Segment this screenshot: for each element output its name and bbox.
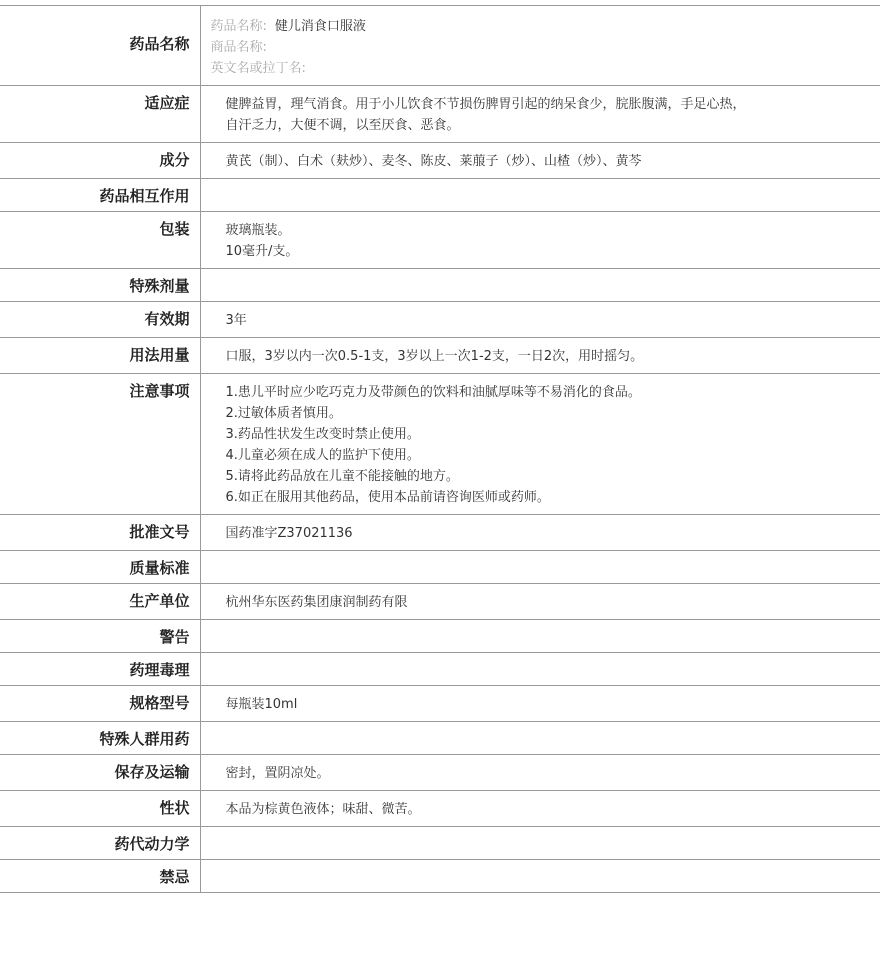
- pharmacology-header: 药理毒理: [0, 653, 200, 686]
- warning-header: 警告: [0, 620, 200, 653]
- row-storage: [0, 755, 880, 791]
- precaution-item: 1.患儿平时应少吃巧克力及带颜色的饮料和油腻厚味等不易消化的食品。: [225, 385, 641, 400]
- warning-value: [200, 620, 880, 653]
- row-approval: [0, 515, 880, 551]
- package-value: [200, 212, 880, 269]
- usage-header: 用法用量: [0, 338, 200, 374]
- special-groups-header: 特殊人群用药: [0, 722, 200, 755]
- row-warning: [0, 620, 880, 653]
- trade-name-line: [211, 37, 873, 58]
- precaution-item: 4.儿童必须在成人的监护下使用。: [225, 448, 420, 463]
- pharmacology-value: [200, 653, 880, 686]
- manufacturer-header: 生产单位: [0, 584, 200, 620]
- pharmacokinetics-header: 药代动力学: [0, 827, 200, 860]
- row-usage: [0, 338, 880, 374]
- precaution-item: 3.药品性状发生改变时禁止使用。: [225, 427, 420, 442]
- english-name-label: 英文名或拉丁名:: [210, 61, 306, 76]
- special-dosage-value: [200, 269, 880, 302]
- package-line: 玻璃瓶装。: [225, 223, 291, 238]
- row-package: [0, 212, 880, 269]
- row-quality: [0, 551, 880, 584]
- row-special-groups: [0, 722, 880, 755]
- usage-value: 口服，3岁以内一次0.5-1支，3岁以上一次1-2支，一日2次，用时摇匀。: [225, 349, 644, 364]
- manufacturer-value: 杭州华东医药集团康润制药有限: [225, 595, 408, 610]
- special-groups-value: [200, 722, 880, 755]
- row-validity: [0, 302, 880, 338]
- row-manufacturer: [0, 584, 880, 620]
- appearance-value: 本品为棕黄色液体；味甜、微苦。: [225, 802, 421, 817]
- precaution-item: 6.如正在服用其他药品，使用本品前请咨询医师或药师。: [225, 490, 550, 505]
- ingredients-header: 成分: [0, 143, 200, 179]
- approval-value: 国药准字Z37021136: [225, 526, 353, 541]
- row-indications: [0, 86, 880, 143]
- special-dosage-header: 特殊剂量: [0, 269, 200, 302]
- drug-info-table: [0, 5, 880, 893]
- approval-header: 批准文号: [0, 515, 200, 551]
- spec-value: 每瓶装10ml: [225, 697, 298, 712]
- quality-value: [200, 551, 880, 584]
- indications-value: [200, 86, 880, 143]
- row-ingredients: [0, 143, 880, 179]
- indications-line: 健脾益胃，理气消食。用于小儿饮食不节损伤脾胃引起的纳呆食少，脘胀腹满，手足心热，: [225, 97, 746, 112]
- validity-value: 3年: [225, 313, 247, 328]
- row-precautions: [0, 374, 880, 515]
- pharmacokinetics-value: [200, 827, 880, 860]
- drug-name-cell: [200, 6, 880, 86]
- row-special-dosage: [0, 269, 880, 302]
- trade-name-label: 商品名称:: [210, 40, 267, 55]
- precaution-item: 5.请将此药品放在儿童不能接触的地方。: [225, 469, 459, 484]
- storage-header: 保存及运输: [0, 755, 200, 791]
- quality-header: 质量标准: [0, 551, 200, 584]
- validity-header: 有效期: [0, 302, 200, 338]
- english-name-line: [211, 58, 873, 79]
- precaution-item: 2.过敏体质者慎用。: [225, 406, 342, 421]
- spec-header: 规格型号: [0, 686, 200, 722]
- row-contraindications: [0, 860, 880, 893]
- contraindications-header: 禁忌: [0, 860, 200, 893]
- precautions-header: 注意事项: [0, 374, 200, 515]
- precautions-value: [200, 374, 880, 515]
- package-header: 包装: [0, 212, 200, 269]
- indications-header: 适应症: [0, 86, 200, 143]
- storage-value: 密封，置阴凉处。: [225, 766, 330, 781]
- ingredients-value: 黄芪（制）、白术（麸炒）、麦冬、陈皮、莱菔子（炒）、山楂（炒）、黄芩: [225, 154, 642, 169]
- row-appearance: [0, 791, 880, 827]
- contraindications-value: [200, 860, 880, 893]
- package-line: 10毫升/支。: [225, 244, 299, 259]
- interactions-value: [200, 179, 880, 212]
- row-interactions: [0, 179, 880, 212]
- row-drug-name: [0, 6, 880, 86]
- appearance-header: 性状: [0, 791, 200, 827]
- generic-name-line: [211, 16, 873, 37]
- row-spec: [0, 686, 880, 722]
- indications-line: 自汗乏力，大便不调，以至厌食、恶食。: [225, 118, 460, 133]
- interactions-header: 药品相互作用: [0, 179, 200, 212]
- row-pharmacology: [0, 653, 880, 686]
- generic-name-label: 药品名称:: [210, 19, 267, 34]
- row-pharmacokinetics: [0, 827, 880, 860]
- generic-name-value: 健儿消食口服液: [274, 19, 366, 34]
- drug-name-header: 药品名称: [0, 6, 200, 86]
